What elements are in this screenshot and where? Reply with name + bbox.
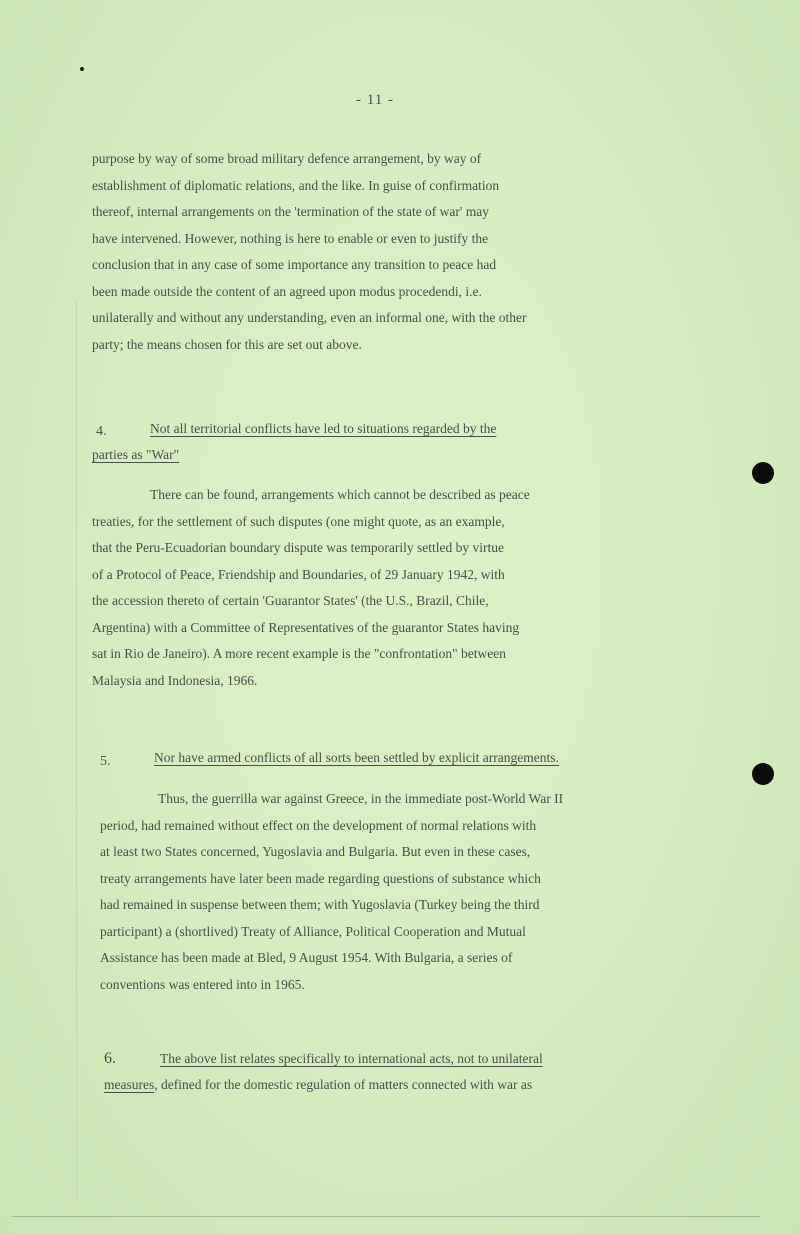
section-body-4 <box>92 482 530 694</box>
paragraph-line: period, had remained without effect on the development of normal relations with <box>100 817 537 833</box>
punch-hole-upper <box>752 462 774 484</box>
paragraph-line: treaties, for the settlement of such disputes (one might quote, as an example, <box>92 513 505 529</box>
heading-line: Not all territorial conflicts have led to situations regarded by the <box>150 421 497 436</box>
paragraph-line: Malaysia and Indonesia, 1966. <box>92 672 258 688</box>
heading-continuation <box>104 1072 543 1098</box>
paragraph-line: establishment of diplomatic relations, and the like. In guise of confirmation <box>92 177 500 193</box>
heading-line: parties as "War" <box>92 447 180 462</box>
paragraph-line: conventions was entered into in 1965. <box>100 976 305 992</box>
page-number: - 11 - <box>356 92 394 108</box>
page-bottom-edge <box>12 1216 760 1217</box>
section-number-6: 6. <box>104 1050 116 1067</box>
paragraph-line: sat in Rio de Janeiro). A more recent example is the "confrontation" between <box>92 646 507 661</box>
paragraph-line: at least two States concerned, Yugoslavia and Bulgaria. But even in these cases, <box>100 844 531 859</box>
paragraph-line: thereof, internal arrangements on the 'termination of the state of war' may <box>92 204 489 219</box>
heading-line: Nor have armed conflicts of all sorts been settled by explicit arrangements. <box>154 750 559 765</box>
paragraph-line: unilaterally and without any understanding, even an informal one, with the other <box>92 310 527 325</box>
paragraph-line: Assistance has been made at Bled, 9 August 1954. With Bulgaria, a series of <box>100 950 513 965</box>
paragraph-line: Argentina) with a Committee of Representatives of the guarantor States having <box>92 619 520 635</box>
section-heading-6 <box>104 1046 543 1098</box>
paragraph-line: There can be found, arrangements which cannot be described as peace <box>150 487 530 502</box>
paragraph-line: the accession thereto of certain 'Guarantor States' (the U.S., Brazil, Chile, <box>92 593 489 608</box>
paragraph-line: of a Protocol of Peace, Friendship and Boundaries, of 29 January 1942, with <box>92 566 505 582</box>
page-margin-line <box>76 300 77 1200</box>
section-body-5 <box>100 786 563 998</box>
punch-hole-lower <box>752 763 774 785</box>
section-number-4: 4. <box>96 424 107 439</box>
paragraph-line: had remained in suspense between them; with Yugoslavia (Turkey being the third <box>100 897 540 912</box>
paragraph-line: purpose by way of some broad military defence arrangement, by way of <box>92 151 482 166</box>
paragraph-line: been made outside the content of an agreed upon modus procedendi, i.e. <box>92 283 482 299</box>
paragraph-intro <box>92 146 527 358</box>
underlined-word: measures <box>104 1077 155 1092</box>
section-number-5: 5. <box>100 754 111 769</box>
paragraph-line: treaty arrangements have later been made regarding questions of substance which <box>100 870 541 886</box>
paragraph-line: conclusion that in any case of some importance any transition to peace had <box>92 257 497 272</box>
heading-line: The above list relates specifically to international acts, not to unilateral <box>160 1051 543 1066</box>
paragraph-line: Thus, the guerrilla war against Greece, in the immediate post-World War II <box>158 791 564 806</box>
section-heading-4 <box>92 416 496 468</box>
paragraph-line: participant) a (shortlived) Treaty of Alliance, Political Cooperation and Mutual <box>100 923 526 939</box>
paragraph-line: party; the means chosen for this are set out above. <box>92 336 362 352</box>
section-heading-5 <box>154 745 559 771</box>
speck-mark <box>80 67 84 71</box>
paragraph-line: that the Peru-Ecuadorian boundary dispute was temporarily settled by virtue <box>92 540 505 555</box>
paragraph-line: have intervened. However, nothing is here to enable or even to justify the <box>92 230 489 246</box>
continuation-text: , defined for the domestic regulation of matters connected with war as <box>154 1077 533 1092</box>
